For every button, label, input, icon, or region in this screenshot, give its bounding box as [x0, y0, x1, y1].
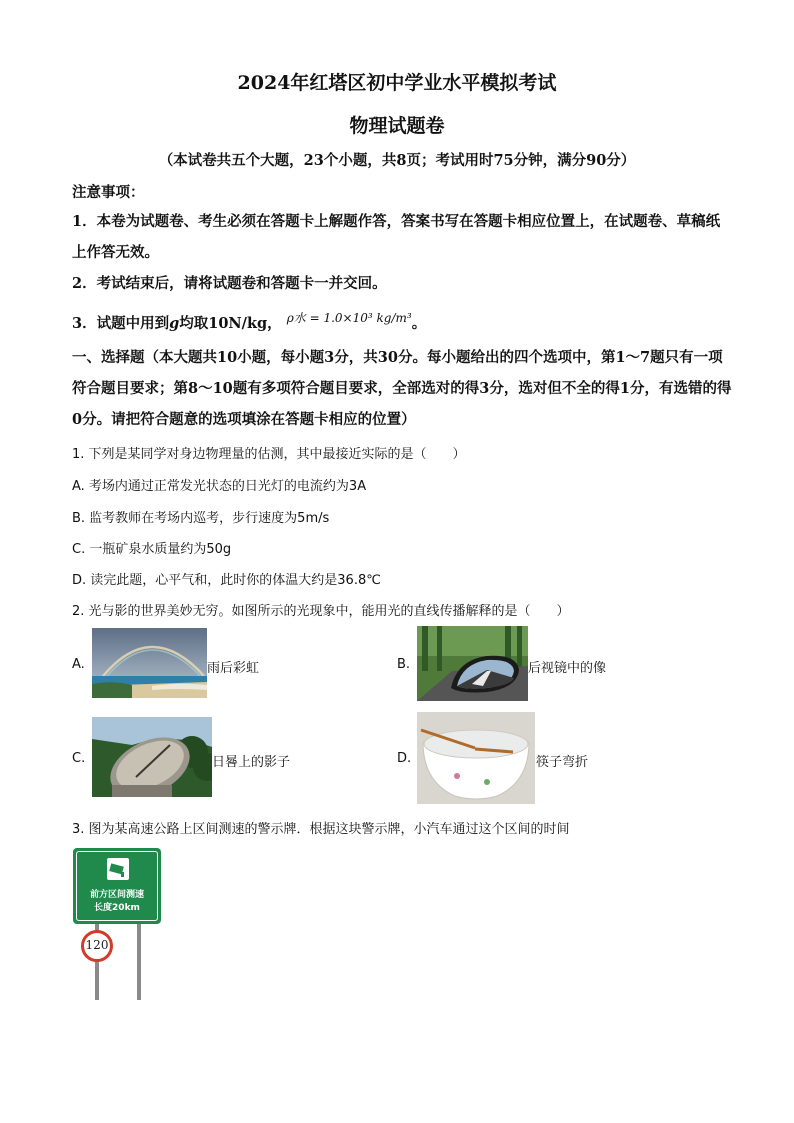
- section-1-instructions: 一、选择题（本大题共10小题，每小题3分，共30分。每小题给出的四个选项中，第1～7题只有一项符合题目要求；第8～10题有多项符合题目要求，全部选对的得3分，选对但不全的得1分，有选错的得0分。请把符合题意的选项填涂在答题卡相应的位置）: [72, 349, 732, 428]
- q2-option-d-text: 筷子弯折: [536, 755, 589, 770]
- q2-stem: 2. 光与影的世界美妙无穷。如图所示的光现象中，能用光的直线传播解释的是（ ）: [72, 604, 570, 619]
- speed-limit-sign: 120: [81, 930, 113, 962]
- notes-heading: 注意事项：: [72, 184, 145, 201]
- q3-stem: 3. 图为某高速公路上区间测速的警示牌．根据这块警示牌，小汽车通过这个区间的时间: [72, 822, 570, 837]
- speed-zone-sign: [73, 848, 163, 1003]
- q2-option-c-text: 日晷上的影子: [212, 755, 291, 770]
- sign-pole-right: [137, 924, 141, 1000]
- q2-option-a-letter: A.: [72, 657, 85, 672]
- q2-option-a-text: 雨后彩虹: [207, 661, 260, 676]
- q2-option-b-text: 后视镜中的像: [528, 661, 607, 676]
- q1-option-c: C. 一瓶矿泉水质量约为50g: [72, 542, 232, 557]
- sign-line-2: 长度20km: [94, 903, 140, 913]
- q1-option-b: B. 监考教师在考场内巡考，步行速度为5m/s: [72, 511, 330, 526]
- camera-icon: [107, 858, 129, 880]
- note-item-3-mid: 均取10N/kg，: [179, 315, 282, 332]
- q1-stem: 1. 下列是某同学对身边物理量的估测，其中最接近实际的是（ ）: [72, 447, 466, 462]
- q1-option-d: D. 读完此题，心平气和，此时你的体温大约是36.8℃: [72, 573, 381, 588]
- note-item-2: 2．考试结束后，请将试题卷和答题卡一并交回。: [72, 275, 387, 292]
- sign-line-1: 前方区间测速: [89, 890, 144, 900]
- rear-view-mirror-image: [417, 626, 528, 701]
- note-item-3-end: 。: [411, 315, 427, 332]
- sign-board: [73, 848, 161, 924]
- note-item-1: 1．本卷为试题卷、考生必须在答题卡上解题作答，答案书写在答题卡相应位置上，在试题卷、草稿纸上作答无效。: [72, 213, 721, 261]
- bowl-chopsticks-image: [417, 712, 535, 804]
- q2-option-b-letter: B.: [397, 657, 411, 672]
- paper-subtitle: 物理试题卷: [349, 115, 445, 137]
- q1-option-a: A. 考场内通过正常发光状态的日光灯的电流约为3A: [72, 479, 367, 494]
- q2-option-c-letter: C.: [72, 751, 86, 766]
- exam-title: 2024年红塔区初中学业水平模拟考试: [237, 72, 557, 94]
- note-item-3-pre: 3．试题中用到: [72, 315, 170, 332]
- q2-option-d-letter: D.: [397, 751, 412, 766]
- note-item-3: [72, 308, 732, 340]
- water-density-formula: ρ水 = 1.0×10³ kg/m³: [286, 311, 412, 325]
- g-symbol: g: [169, 315, 180, 332]
- rainbow-image: [92, 628, 207, 698]
- sundial-image: [92, 717, 212, 797]
- exam-info: （本试卷共五个大题，23个小题，共8页；考试用时75分钟，满分90分）: [158, 152, 636, 169]
